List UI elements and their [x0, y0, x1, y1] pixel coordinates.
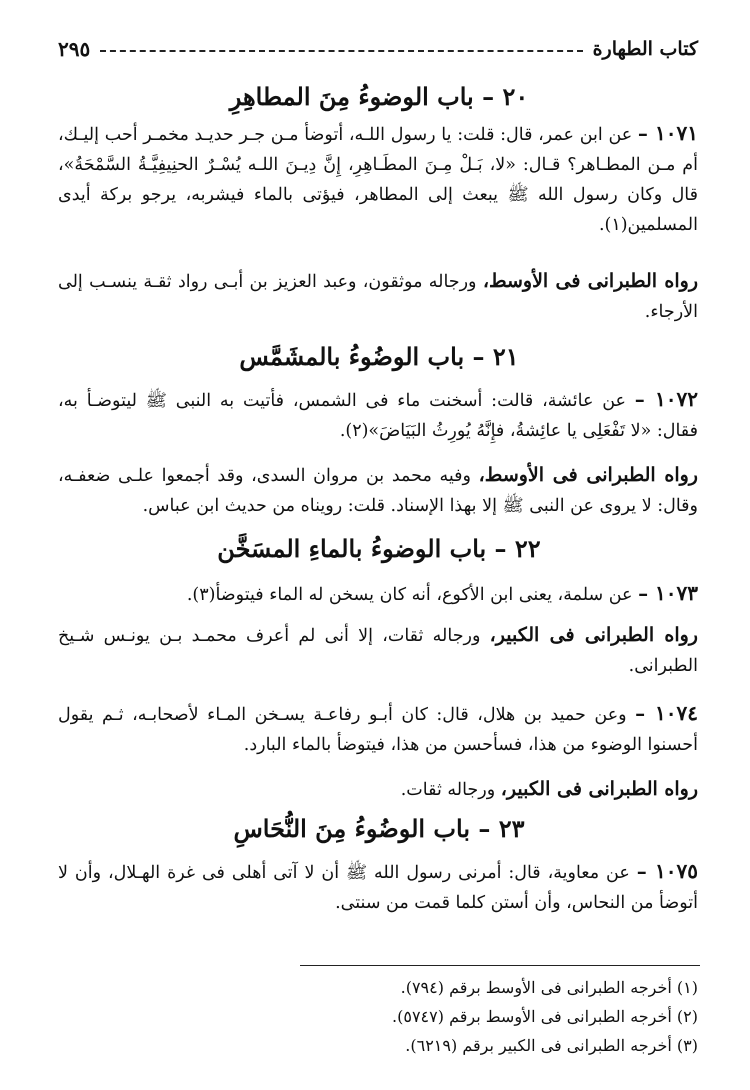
- running-header: [58, 34, 698, 64]
- footnote-1: (١) أخرجه الطبرانى فى الأوسط برقم (٧٩٤).: [400, 978, 698, 997]
- hadith-number: ١٠٧٥ –: [636, 859, 698, 883]
- narration-note-1072: [58, 460, 698, 521]
- footnote-separator: [300, 965, 700, 966]
- chapter-heading-20: ٢٠ – باب الوضوءُ مِنَ المطاهِرِ: [229, 82, 529, 111]
- hadith-number: ١٠٧٣ –: [638, 581, 698, 605]
- hadith-number: ١٠٧١ –: [637, 121, 698, 145]
- hadith-number: ١٠٧٢ –: [634, 387, 698, 411]
- footnote-2: (٢) أخرجه الطبرانى فى الأوسط برقم (٥٧٤٧).: [392, 1007, 698, 1026]
- narrator-source: رواه الطبرانى فى الكبير،: [489, 624, 698, 646]
- chapter-heading-21: ٢١ – باب الوضُوءُ بالمشَمَّس: [239, 342, 519, 371]
- hadith-1072: [58, 384, 698, 446]
- narration-note-1074: [58, 774, 698, 805]
- hadith-number: ١٠٧٤ –: [635, 701, 698, 725]
- footnote-3: (٣) أخرجه الطبرانى فى الكبير برقم (٦٢١٩).: [405, 1036, 698, 1055]
- page-number: ٢٩٥: [58, 37, 91, 61]
- hadith-text: عن معاوية، قال: أمرنى رسول الله ﷺ أن لا آتى أهلى فى غرة الهـلال، وأن لا أتوضأ من النحاس، وأن أستن كلما قمت من سنتى.: [58, 863, 698, 913]
- chapter-heading-23: ٢٣ – باب الوضُوءُ مِنَ النُّحَاسِ: [233, 814, 525, 843]
- note-text: ورجاله ثقات، إلا أنى لم أعرف محمـد بـن يونـس شـيخ الطبرانى.: [58, 626, 698, 676]
- hadith-text: وعن حميد بن هلال، قال: كان أبـو رفاعـة يسـخن المـاء لأصحابـه، ثـم يقول أحسنوا الوضوء من هذا، فسأحسن من هذا، فيتوضأ بالماء البارد.: [58, 705, 698, 755]
- narrator-source: رواه الطبرانى فى الكبير،: [500, 778, 698, 800]
- hadith-text: عن عائشة، قالت: أسخنت ماء فى الشمس، فأتيت به النبى ﷺ ليتوضـأ به، فقال: «لا تَفْعَلِى يا عائِشةُ، فإِنَّهُ يُورِثُ البَيَاضَ»(٢).: [58, 391, 698, 441]
- header-dashed-rule: [100, 50, 582, 52]
- narrator-source: رواه الطبرانى فى الأوسط،: [478, 464, 698, 486]
- hadith-1074: [58, 698, 698, 760]
- hadith-1075: [58, 856, 698, 918]
- narrator-source: رواه الطبرانى فى الأوسط،: [482, 270, 698, 292]
- hadith-1073: [58, 578, 698, 610]
- note-text: ورجاله ثقات.: [400, 780, 496, 800]
- narration-note-1071: [58, 266, 698, 327]
- note-text: وفيه محمد بن مروان السدى، وقد أجمعوا علـى ضعفـه، وقال: لا يروى عن النبى ﷺ إلا بهذا الإسناد. قلت: رويناه من حديث ابن عباس.: [58, 466, 698, 516]
- hadith-text: عن سلمة، يعنى ابن الأكوع، أنه كان يسخن له الماء فيتوضأ(٣).: [186, 585, 633, 605]
- hadith-1071: [58, 118, 698, 240]
- hadith-text: عن ابن عمر، قال: قلت: يا رسول اللـه، أتوضأ مـن جـر حديـد مخمـر أحب إليـك، أم مـن المطـاهر؟ قـال: «لا، بَـلْ مِـنَ المطَـاهِرِ، إِنَّ دِيـنَ اللـه يُسْـرٌ الحنِيفِيَّـةُ السَّمْحَةُ»، قال وكان رسول الله ﷺ يبعث إلى المطاهر، فيؤتى بالماء فيشربه، يرجو بركة أيدى المسلمين(١).: [58, 125, 698, 235]
- book-title: كتاب الطهارة: [592, 38, 698, 60]
- narration-note-1073: [58, 620, 698, 681]
- note-text: ورجاله موثقون، وعبد العزيز بن أبـى رواد ثقـة ينسـب إلى الأرجاء.: [58, 272, 698, 322]
- chapter-heading-22: ٢٢ – باب الوضوءُ بالماءِ المسَخَّن: [217, 534, 541, 563]
